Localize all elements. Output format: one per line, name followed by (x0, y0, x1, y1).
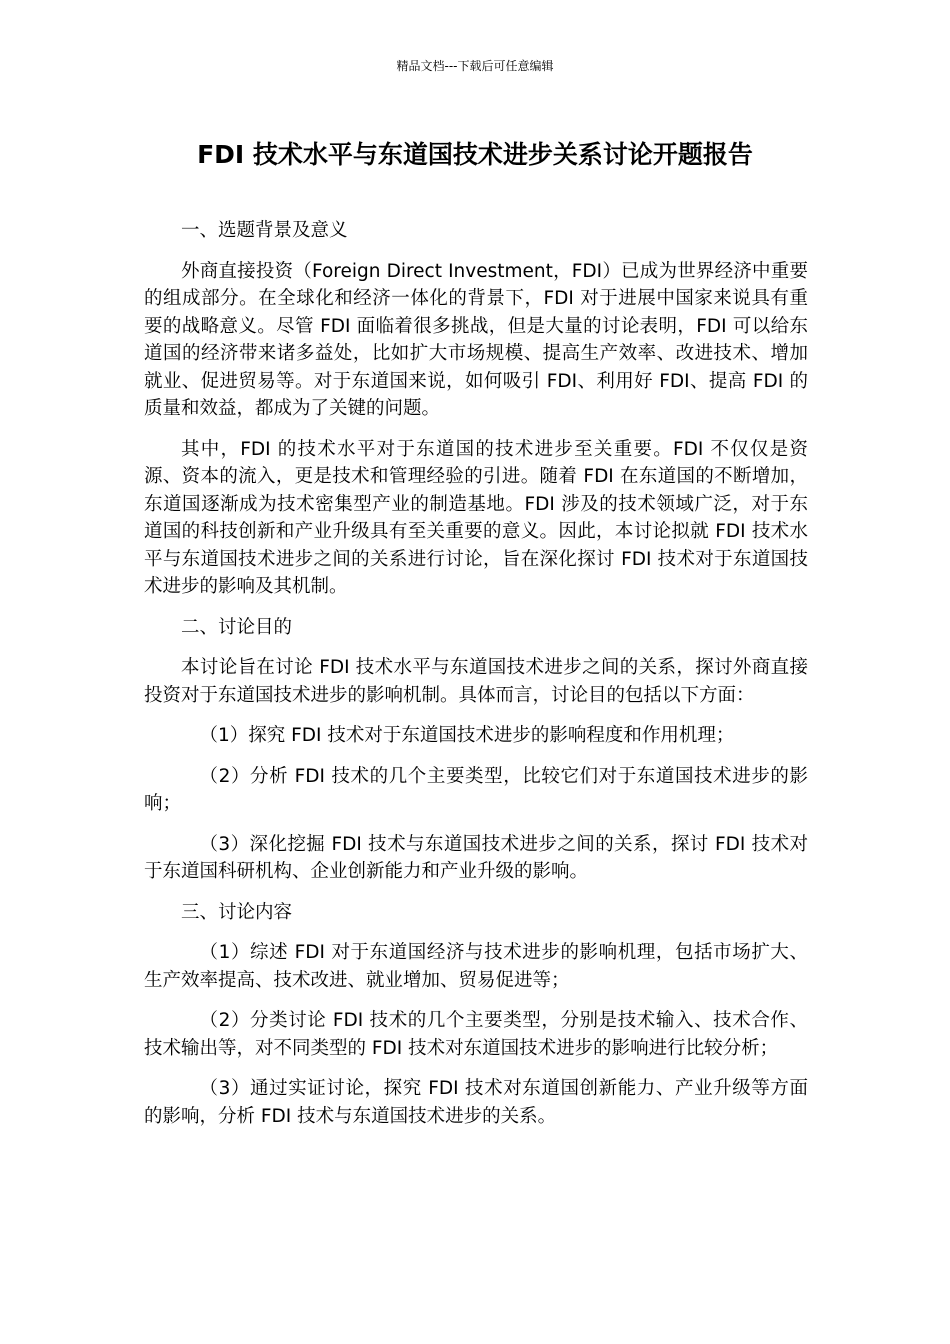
section-heading-background: 一、选题背景及意义 (181, 220, 348, 241)
paragraph-background-1: 外商直接投资（Foreign Direct Investment，FDI）已成为世界经济中重要的组成部分。在全球化和经济一体化的背景下，FDI 对于进展中国家来说具有重要的战略意义。尽管 FDI 面临着很多挑战，但是大量的讨论表明，FDI 可以给东道国的经济带来诸多益处，比如扩大市场规模、提高生产效率、改进技术、增加就业、促进贸易等。对于东道国来说，如何吸引 FDI、利用好 FDI、提高 FDI 的质量和效益，都成为了关键的问题。 (144, 260, 808, 419)
purpose-item-1: （1）探究 FDI 技术对于东道国技术进步的影响程度和作用机理； (199, 725, 735, 746)
content-item-3: （3）通过实证讨论，探究 FDI 技术对东道国创新能力、产业升级等方面的影响，分析 FDI 技术与东道国技术进步的关系。 (144, 1078, 808, 1127)
section-heading-content: 三、讨论内容 (181, 901, 293, 923)
purpose-item-2: （2）分析 FDI 技术的几个主要类型，比较它们对于东道国技术进步的影响； (144, 765, 808, 814)
document-title: FDI 技术水平与东道国技术进步关系讨论开题报告 (197, 140, 753, 169)
document-body (144, 217, 808, 1143)
paragraph-background-2: 其中，FDI 的技术水平对于东道国的技术进步至关重要。FDI 不仅仅是资源、资本的流入，更是技术和管理经验的引进。随着 FDI 在东道国的不断增加，东道国逐渐成为技术密集型产业的制造基地。FDI 涉及的技术领域广泛，对于东道国的科技创新和产业升级具有至关重要的意义。因此，本讨论拟就 FDI 技术水平与东道国技术进步之间的关系进行讨论，旨在深化探讨 FDI 技术对于东道国技术进步的影响及其机制。 (144, 438, 808, 597)
content-item-1: （1）综述 FDI 对于东道国经济与技术进步的影响机理，包括市场扩大、生产效率提高、技术改进、就业增加、贸易促进等； (144, 942, 808, 991)
page-header: 精品文档---下载后可任意编辑 (396, 59, 554, 73)
section-heading-purpose: 二、讨论目的 (181, 616, 293, 638)
purpose-item-3: （3）深化挖掘 FDI 技术与东道国技术进步之间的关系，探讨 FDI 技术对于东道国科研机构、企业创新能力和产业升级的影响。 (144, 833, 808, 882)
content-item-2: （2）分类讨论 FDI 技术的几个主要类型，分别是技术输入、技术合作、技术输出等，对不同类型的 FDI 技术对东道国技术进步的影响进行比较分析； (144, 1010, 808, 1059)
paragraph-purpose-intro: 本讨论旨在讨论 FDI 技术水平与东道国技术进步之间的关系，探讨外商直接投资对于东道国技术进步的影响机制。具体而言，讨论目的包括以下方面： (144, 657, 808, 706)
